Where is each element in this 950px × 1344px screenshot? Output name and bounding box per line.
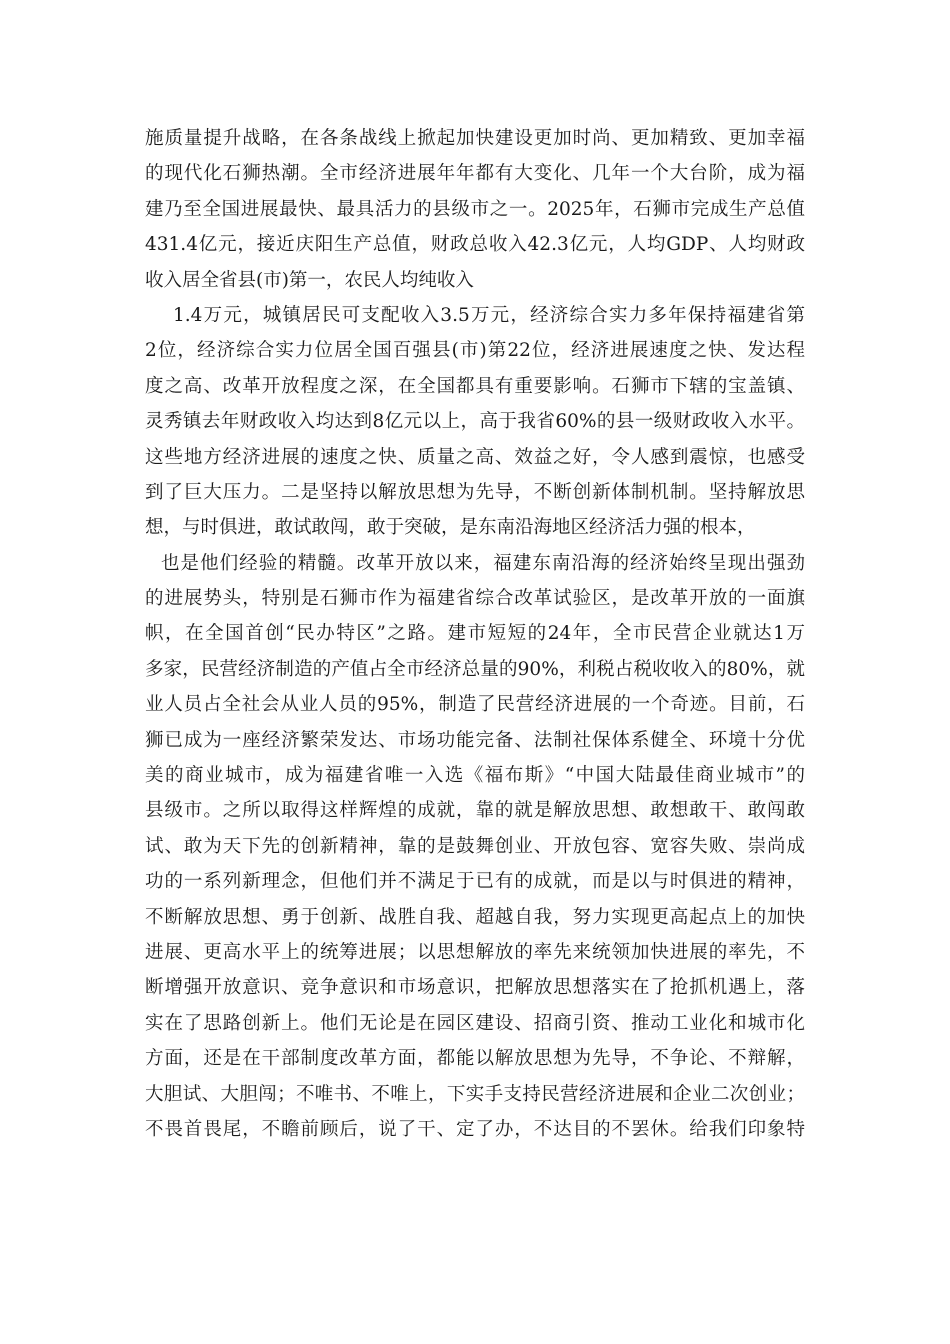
text-line: 2位，经济综合实力位居全国百强县(市)第22位，经济进展速度之快、发达程 xyxy=(145,340,805,362)
text-line: 实在了思路创新上。他们无论是在园区建设、招商引资、推动工业化和城市化 xyxy=(145,1012,805,1034)
text-line: 不畏首畏尾，不瞻前顾后，说了干、定了办，不达目的不罢休。给我们印象特 xyxy=(145,1118,805,1140)
text-line: 试、敢为天下先的创新精神，靠的是鼓舞创业、开放包容、宽容失败、崇尚成 xyxy=(145,835,805,857)
text-line: 的进展势头，特别是石狮市作为福建省综合改革试验区，是改革开放的一面旗 xyxy=(145,588,805,610)
text-line: 狮已成为一座经济繁荣发达、市场功能完备、法制社保体系健全、环境十分优 xyxy=(145,729,805,751)
text-line: 建乃至全国进展最快、最具活力的县级市之一。2025年，石狮市完成生产总值 xyxy=(145,198,805,220)
text-line: 度之高、改革开放程度之深，在全国都具有重要影响。石狮市下辖的宝盖镇、 xyxy=(145,375,805,397)
text-line: 业人员占全社会从业人员的95%，制造了民营经济进展的一个奇迹。目前，石 xyxy=(145,694,805,716)
text-line: 施质量提升战略，在各条战线上掀起加快建设更加时尚、更加精致、更加幸福 xyxy=(145,128,805,149)
text-line: 断增强开放意识、竞争意识和市场意识，把解放思想落实在了抢抓机遇上，落 xyxy=(145,977,805,999)
text-line: 帜，在全国首创“民办特区”之路。建市短短的24年，全市民营企业就达1万 xyxy=(145,623,805,645)
text-line: 收入居全省县(市)第一，农民人均纯收入 xyxy=(145,269,474,291)
text-line: 的现代化石狮热潮。全市经济进展年年都有大变化、几年一个大台阶，成为福 xyxy=(145,163,805,185)
text-line: 1.4万元，城镇居民可支配收入3.5万元，经济综合实力多年保持福建省第 xyxy=(173,304,805,326)
text-line: 美的商业城市，成为福建省唯一入选《福布斯》“中国大陆最佳商业城市”的 xyxy=(145,765,805,787)
text-line: 大胆试、大胆闯；不唯书、不唯上，下实手支持民营经济进展和企业二次创业； xyxy=(145,1083,805,1105)
text-line: 不断解放思想、勇于创新、战胜自我、超越自我，努力实现更高起点上的加快 xyxy=(145,906,805,928)
text-line: 县级市。之所以取得这样辉煌的成就，靠的就是解放思想、敢想敢干、敢闯敢 xyxy=(145,800,805,822)
text-line: 功的一系列新理念，但他们并不满足于已有的成就，而是以与时俱进的精神， xyxy=(145,871,805,893)
text-line: 也是他们经验的精髓。改革开放以来，福建东南沿海的经济始终呈现出强劲 xyxy=(161,552,805,574)
text-line: 这些地方经济进展的速度之快、质量之高、效益之好，令人感到震惊，也感受 xyxy=(145,446,805,468)
text-line: 方面，还是在干部制度改革方面，都能以解放思想为先导，不争论、不辩解， xyxy=(145,1048,805,1070)
text-line: 多家，民营经济制造的产值占全市经济总量的90%，利税占税收收入的80%，就 xyxy=(145,658,805,680)
text-line: 灵秀镇去年财政收入均达到8亿元以上，高于我省60%的县一级财政收入水平。 xyxy=(145,411,805,433)
text-line: 431.4亿元，接近庆阳生产总值，财政总收入42.3亿元，人均GDP、人均财政 xyxy=(145,234,805,256)
text-line: 想，与时俱进，敢试敢闯，敢于突破，是东南沿海地区经济活力强的根本， xyxy=(145,517,756,539)
text-line: 到了巨大压力。二是坚持以解放思想为先导，不断创新体制机制。坚持解放思 xyxy=(145,481,805,503)
text-line: 进展、更高水平上的统筹进展；以思想解放的率先来统领加快进展的率先，不 xyxy=(145,941,805,963)
body-text xyxy=(145,121,805,1147)
